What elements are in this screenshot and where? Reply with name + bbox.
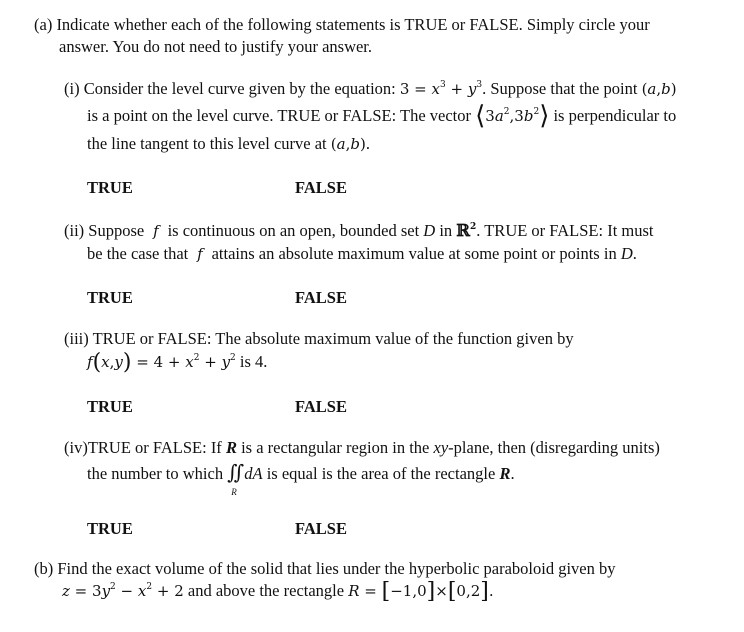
part-a-intro-line1: (a) Indicate whether each of the following statements is TRUE or FALSE. Simply circle your xyxy=(34,15,650,34)
q2-label: (ii) xyxy=(64,221,85,240)
q1-line1: (i) Consider the level curve given by the equation: $3 = x^3 + y^3$. Suppose that the point (a,b) xyxy=(64,79,677,98)
q4-line1: (iv)TRUE or FALSE: If R is a rectangular region in the xy-plane, then (disregarding units) xyxy=(64,438,660,457)
q2-line2: be the case that f attains an absolute maximum value at some point or points in D. xyxy=(87,244,637,263)
q1-line3: the line tangent to this level curve at (a,b). xyxy=(87,134,370,153)
real-numbers-r2: ℝ$^2$ xyxy=(456,221,477,240)
q1-label: (i) xyxy=(64,79,80,98)
q3-line1: (iii) TRUE or FALSE: The absolute maximum value of the function given by xyxy=(64,329,574,348)
rectangle-r: R = [−1,0]×[0,2]. xyxy=(348,579,494,604)
q3-line2: $f(x,y) = 4 + x^2 + y^2$ is 4. xyxy=(87,350,268,375)
q2-line1: (ii) Suppose f is continuous on an open, bounded set D in ℝ$^2$. TRUE or FALSE: It must xyxy=(64,221,654,240)
part-a-intro-line2: answer. You do not need to justify your answer. xyxy=(59,37,373,56)
q1-true-option[interactable]: TRUE xyxy=(87,178,133,197)
part-b-line1: (b) Find the exact volume of the solid that lies under the hyperbolic paraboloid given by xyxy=(34,559,616,578)
double-integral: ∬ R xyxy=(227,460,245,497)
q2-true-option[interactable]: TRUE xyxy=(87,288,133,307)
point-ab: (a,b) xyxy=(641,80,677,98)
paraboloid-equation: $z = 3y^2 - x^2 + 2$ xyxy=(62,582,184,600)
integrand-dA: dA xyxy=(244,464,263,483)
q3-true-option[interactable]: TRUE xyxy=(87,397,133,416)
q2-false-option[interactable]: FALSE xyxy=(295,288,347,307)
q4-line2: the number to which ∬ R dA is equal is the area of the rectangle R. xyxy=(87,460,515,497)
q4-true-option[interactable]: TRUE xyxy=(87,519,133,538)
part-b-label: (b) xyxy=(34,559,54,578)
gradient-vector: $⟨3a^2,3b^2⟩$ xyxy=(475,101,550,131)
q3-false-option[interactable]: FALSE xyxy=(295,397,347,416)
q3-label: (iii) xyxy=(64,329,89,348)
level-curve-equation: $3 = x^3 + y^3$ xyxy=(399,80,483,98)
function-f-xy: $f(x,y) = 4 + x^2 + y^2$ xyxy=(87,350,236,375)
q4-false-option[interactable]: FALSE xyxy=(295,519,347,538)
q1-false-option[interactable]: FALSE xyxy=(295,178,347,197)
part-b-line2: $z = 3y^2 - x^2 + 2$ and above the rectangle R = [−1,0]×[0,2]. xyxy=(62,579,494,604)
q1-line2: is a point on the level curve. TRUE or FALSE: The vector $⟨3a^2,3b^2⟩$ is perpendicular to xyxy=(87,101,677,131)
q4-label: (iv) xyxy=(64,438,88,457)
